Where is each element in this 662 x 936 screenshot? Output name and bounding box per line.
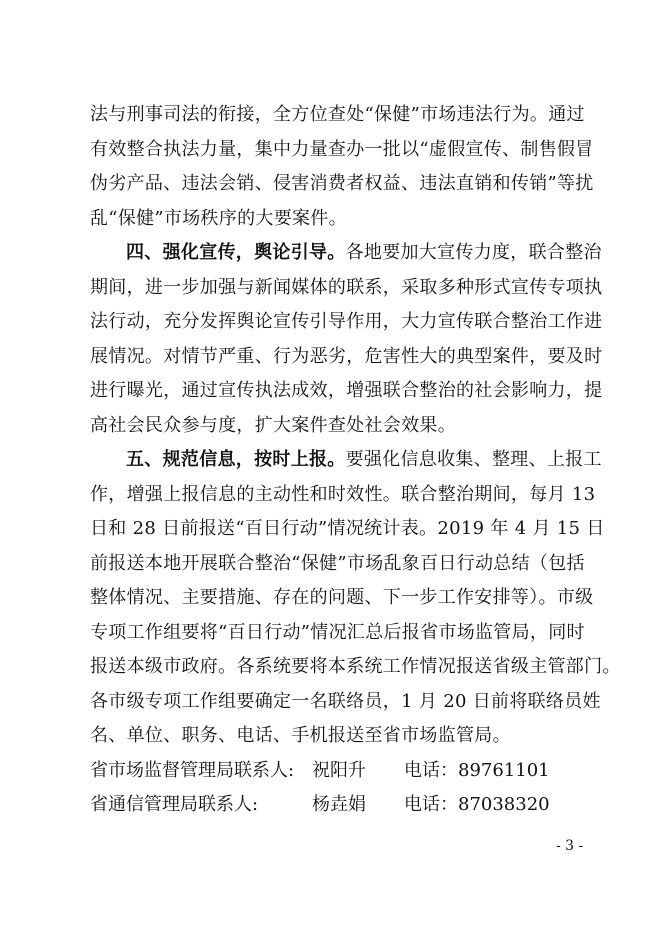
paragraph-line: 前报送本地开展联合整治“保健”市场乱象百日行动总结（包括 [90,553,585,574]
paragraph-line: 进行曝光，通过宣传执法成效，增强联合整治的社会影响力，提 [90,380,603,401]
section-4-first-text: 各地要加大宣传力度，联合整治 [345,242,602,263]
paragraph-line: 有效整合执法力量，集中力量查办一批以“虚假宣传、制售假冒 [90,139,594,160]
paragraph-line: 报送本级市政府。各系统要将本系统工作情况报送省级主管部门。 [90,656,621,677]
paragraph-line: 整体情况、主要措施、存在的问题、下一步工作安排等）。市级 [90,587,594,608]
section-5-heading: 五、规范信息，按时上报。 [126,449,346,470]
paragraph-line: 作，增强上报信息的主动性和时效性。联合整治期间，每月 13 [90,484,596,505]
paragraph-line: 日和 28 日前报送“百日行动”情况统计表。2019 年 4 月 15 日 [90,518,605,539]
paragraph-line: 期间，进一步加强与新闻媒体的联系，采取多种形式宣传专项执 [90,277,603,298]
paragraph-line: 名、单位、职务、电话、手机报送至省市场监管局。 [90,725,511,746]
paragraph-line: 高社会民众参与度，扩大案件查处社会效果。 [90,415,456,436]
paragraph-line: 法与刑事司法的衔接，全方位查处“保健”市场违法行为。通过 [90,104,585,125]
contact-phone: 电话：87038320 [404,794,550,815]
contact-name: 杨垚娟 [312,794,366,815]
contact-org: 省通信管理局联系人: [90,794,259,815]
section-5-first-text: 要强化信息收集、整理、上报工 [345,449,602,470]
contact-name: 祝阳升 [312,760,366,781]
paragraph-line: 乱“保健”市场秩序的大要案件。 [90,208,347,229]
paragraph-line: 伪劣产品、违法会销、侵害消费者权益、违法直销和传销”等扰 [90,173,594,194]
page-number: - 3 - [556,838,584,854]
paragraph-line: 法行动，充分发挥舆论宣传引导作用，大力宣传联合整治工作进 [90,311,603,332]
section-4-heading: 四、强化宣传，舆论引导。 [126,242,346,263]
contact-org: 省市场监督管理局联系人: [90,760,295,781]
paragraph-line: 展情况。对情节严重、行为恶劣，危害性大的典型案件，要及时 [90,346,603,367]
section-5-first-line [126,449,602,471]
section-4-first-line [126,242,602,264]
paragraph-line: 各市级专项工作组要确定一名联络员，1 月 20 日前将联络员姓 [90,691,601,712]
paragraph-line: 专项工作组要将“百日行动”情况汇总后报省市场监管局，同时 [90,622,585,643]
contact-phone: 电话：89761101 [404,760,550,781]
